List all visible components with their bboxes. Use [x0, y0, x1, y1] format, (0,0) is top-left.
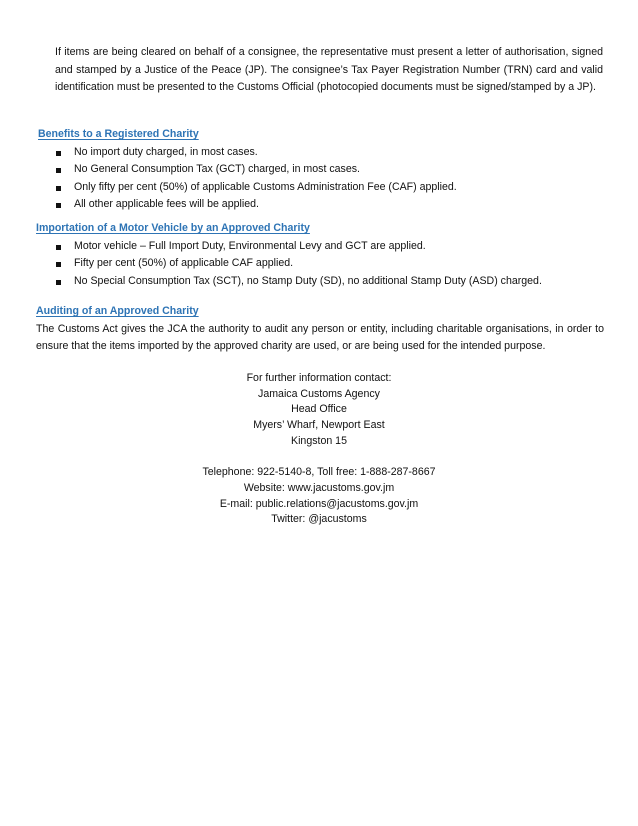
contact-telephone: Telephone: 922-5140-8, Toll free: 1-888-287-8667 [202, 466, 436, 479]
bullet-icon [56, 245, 61, 250]
benefits-section [36, 126, 604, 214]
benefits-heading: Benefits to a Registered Charity [38, 128, 199, 140]
list-item: No General Consumption Tax (GCT) charged, in most cases. [36, 161, 604, 179]
contact-block [0, 371, 638, 528]
list-item: No Special Consumption Tax (SCT), no Stamp Duty (SD), no additional Stamp Duty (ASD) charged. [36, 273, 604, 291]
contact-intro: For further information contact: [246, 372, 392, 384]
contact-street: Myers’ Wharf, Newport East [253, 419, 385, 432]
bullet-icon [56, 151, 61, 156]
contact-website[interactable]: Website: www.jacustoms.gov.jm [243, 481, 395, 494]
contact-twitter[interactable]: Twitter: @jacustoms [271, 513, 367, 526]
motor-vehicle-heading: Importation of a Motor Vehicle by an Approved Charity [36, 222, 310, 234]
list-item: No import duty charged, in most cases. [36, 144, 604, 162]
list-item: Only fifty per cent (50%) of applicable Customs Administration Fee (CAF) applied. [36, 179, 604, 197]
contact-spacer [0, 449, 638, 465]
benefits-list [36, 144, 604, 214]
bullet-icon [56, 186, 61, 191]
list-item: Fifty per cent (50%) of applicable CAF applied. [36, 255, 604, 273]
consignee-paragraph: If items are being cleared on behalf of a consignee, the representative must present a letter of authorisation, signed and stamped by a Justice of the Peace (JP). The consignee’s Tax Payer Registration Number (TRN) card and valid identification must be presented to the Customs Official (photocopied documents must be signed/stamped by a JP). [55, 46, 603, 94]
contact-agency: Jamaica Customs Agency [258, 387, 380, 400]
auditing-section [36, 303, 604, 356]
auditing-heading: Auditing of an Approved Charity [36, 305, 199, 317]
motor-vehicle-section [36, 220, 604, 290]
contact-email[interactable]: E-mail: public.relations@jacustoms.gov.jm [219, 497, 419, 510]
list-item: Motor vehicle – Full Import Duty, Environmental Levy and GCT are applied. [36, 238, 604, 256]
list-item: All other applicable fees will be applied. [36, 196, 604, 214]
auditing-paragraph: The Customs Act gives the JCA the authority to audit any person or entity, including charitable organisations, in order to ensure that the items imported by the approved charity are used, or are being used for the intended purpose. [36, 322, 604, 353]
bullet-icon [56, 203, 61, 208]
bullet-icon [56, 280, 61, 285]
motor-vehicle-list [36, 238, 604, 291]
contact-office: Head Office [291, 403, 347, 416]
contact-city: Kingston 15 [291, 434, 347, 447]
bullet-icon [56, 262, 61, 267]
bullet-icon [56, 168, 61, 173]
